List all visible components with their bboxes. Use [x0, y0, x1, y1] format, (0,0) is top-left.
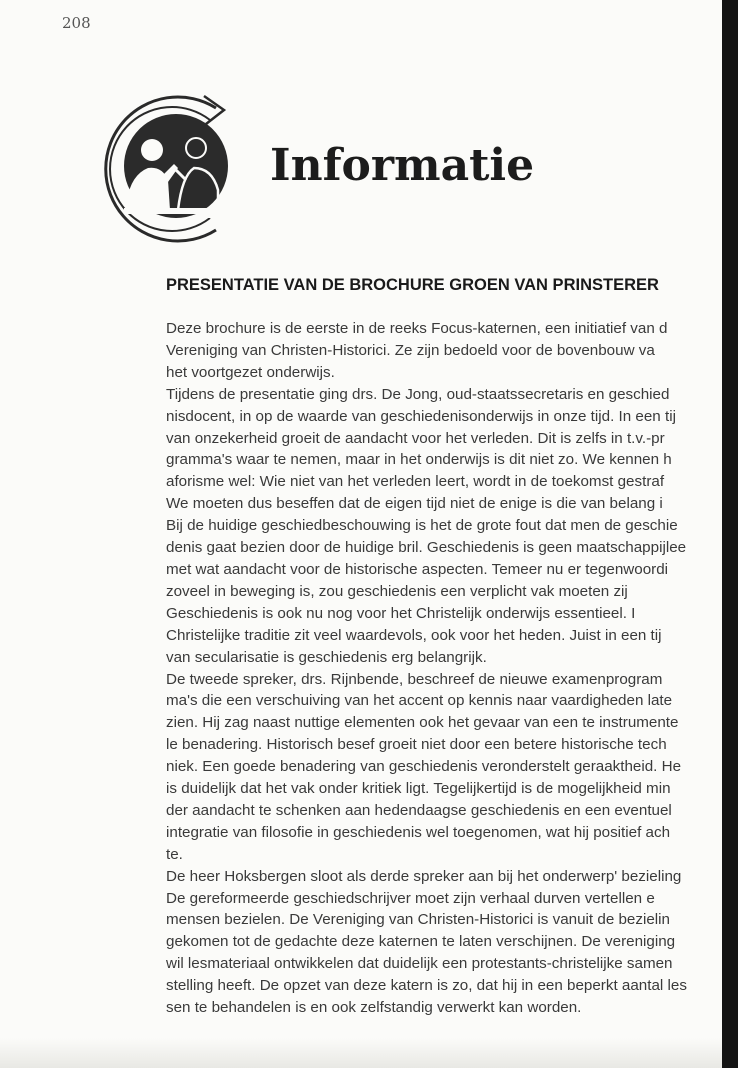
- text-line: niek. Een goede benadering van geschiedenis veronderstelt geraaktheid. He: [166, 758, 682, 776]
- article-body: [166, 318, 728, 1019]
- text-line: van secularisatie is geschiedenis erg belangrijk.: [166, 648, 487, 666]
- text-line: Deze brochure is de eerste in de reeks Focus-katernen, een initiatief van d: [166, 320, 668, 337]
- text-line: We moeten dus beseffen dat de eigen tijd niet de enige is die van belang i: [166, 495, 663, 513]
- text-line: aforisme wel: Wie niet van het verleden leert, wordt in de toekomst gestraf: [166, 473, 665, 491]
- text-line: Vereniging van Christen-Historici. Ze zijn bedoeld voor de bovenbouw va: [166, 341, 655, 359]
- text-line: met wat aandacht voor de historische aspecten. Temeer nu er tegenwoordi: [166, 560, 669, 578]
- text-line: mensen bezielen. De Vereniging van Christen-Historici is vanuit de bezielin: [166, 911, 670, 929]
- text-line: van onzekerheid groeit de aandacht voor het verleden. Dit is zelfs in t.v.-pr: [166, 429, 665, 447]
- text-line: Christelijke traditie zit veel waardevols, ook voor het heden. Juist in een tij: [166, 626, 662, 644]
- text-line: De heer Hoksbergen sloot als derde spreker aan bij het onderwerp' bezieling: [166, 867, 682, 885]
- text-line: nisdocent, in op de waarde van geschiedenisonderwijs in onze tijd. In een tij: [166, 407, 676, 425]
- text-line: Tijdens de presentatie ging drs. De Jong, oud-staatssecretaris en geschied: [166, 385, 670, 403]
- text-line: Bij de huidige geschiedbeschouwing is het de grote fout dat men de geschie: [166, 517, 678, 535]
- text-line: zien. Hij zag naast nuttige elementen ook het gevaar van een te instrumente: [166, 714, 679, 732]
- book-binding-edge: [722, 0, 738, 1068]
- text-line: ma's die een verschuiving van het accent op kennis naar vaardigheden late: [166, 692, 673, 710]
- text-line: denis gaat bezien door de huidige bril. Geschiedenis is geen maatschappijlee: [166, 539, 687, 557]
- text-line: Geschiedenis is ook nu nog voor het Christelijk onderwijs essentieel. I: [166, 604, 636, 622]
- text-line: integratie van filosofie in geschiedenis wel toegenomen, wat hij positief ach: [166, 823, 671, 841]
- text-line: De gereformeerde geschiedschrijver moet zijn verhaal durven vertellen e: [166, 889, 655, 907]
- text-line: te.: [166, 845, 183, 863]
- text-line: het voortgezet onderwijs.: [166, 363, 335, 381]
- text-line: is duidelijk dat het vak onder kritiek ligt. Tegelijkertijd is de mogelijkheid min: [166, 780, 671, 798]
- page-number: 208: [62, 14, 91, 32]
- page-bottom-shadow: [0, 1038, 738, 1068]
- text-line: zoveel in beweging is, zou geschiedenis een verplicht vak moeten zij: [166, 582, 628, 600]
- text-line: wil lesmateriaal ontwikkelen dat duidelijk een protestants-christelijke samen: [166, 955, 673, 973]
- text-line: sen te behandelen is en ook zelfstandig verwerkt kan worden.: [166, 999, 582, 1017]
- text-line: der aandacht te schenken aan hedendaagse geschiedenis en een eventuel: [166, 801, 672, 819]
- two-people-conversation-icon: [78, 80, 238, 260]
- text-line: le benadering. Historisch besef groeit niet door een betere historische tech: [166, 736, 667, 754]
- text-line: gekomen tot de gedachte deze katernen te laten verschijnen. De vereniging: [166, 933, 676, 951]
- text-line: gramma's waar te nemen, maar in het onderwijs is dit niet zo. We kennen h: [166, 451, 672, 469]
- text-line: stelling heeft. De opzet van deze katern is zo, dat hij in een beperkt aantal les: [166, 977, 687, 995]
- section-title: Informatie: [270, 140, 535, 191]
- article-heading: PRESENTATIE VAN DE BROCHURE GROEN VAN PRINSTERER: [166, 276, 659, 294]
- text-line: De tweede spreker, drs. Rijnbende, beschreef de nieuwe examenprogram: [166, 670, 663, 688]
